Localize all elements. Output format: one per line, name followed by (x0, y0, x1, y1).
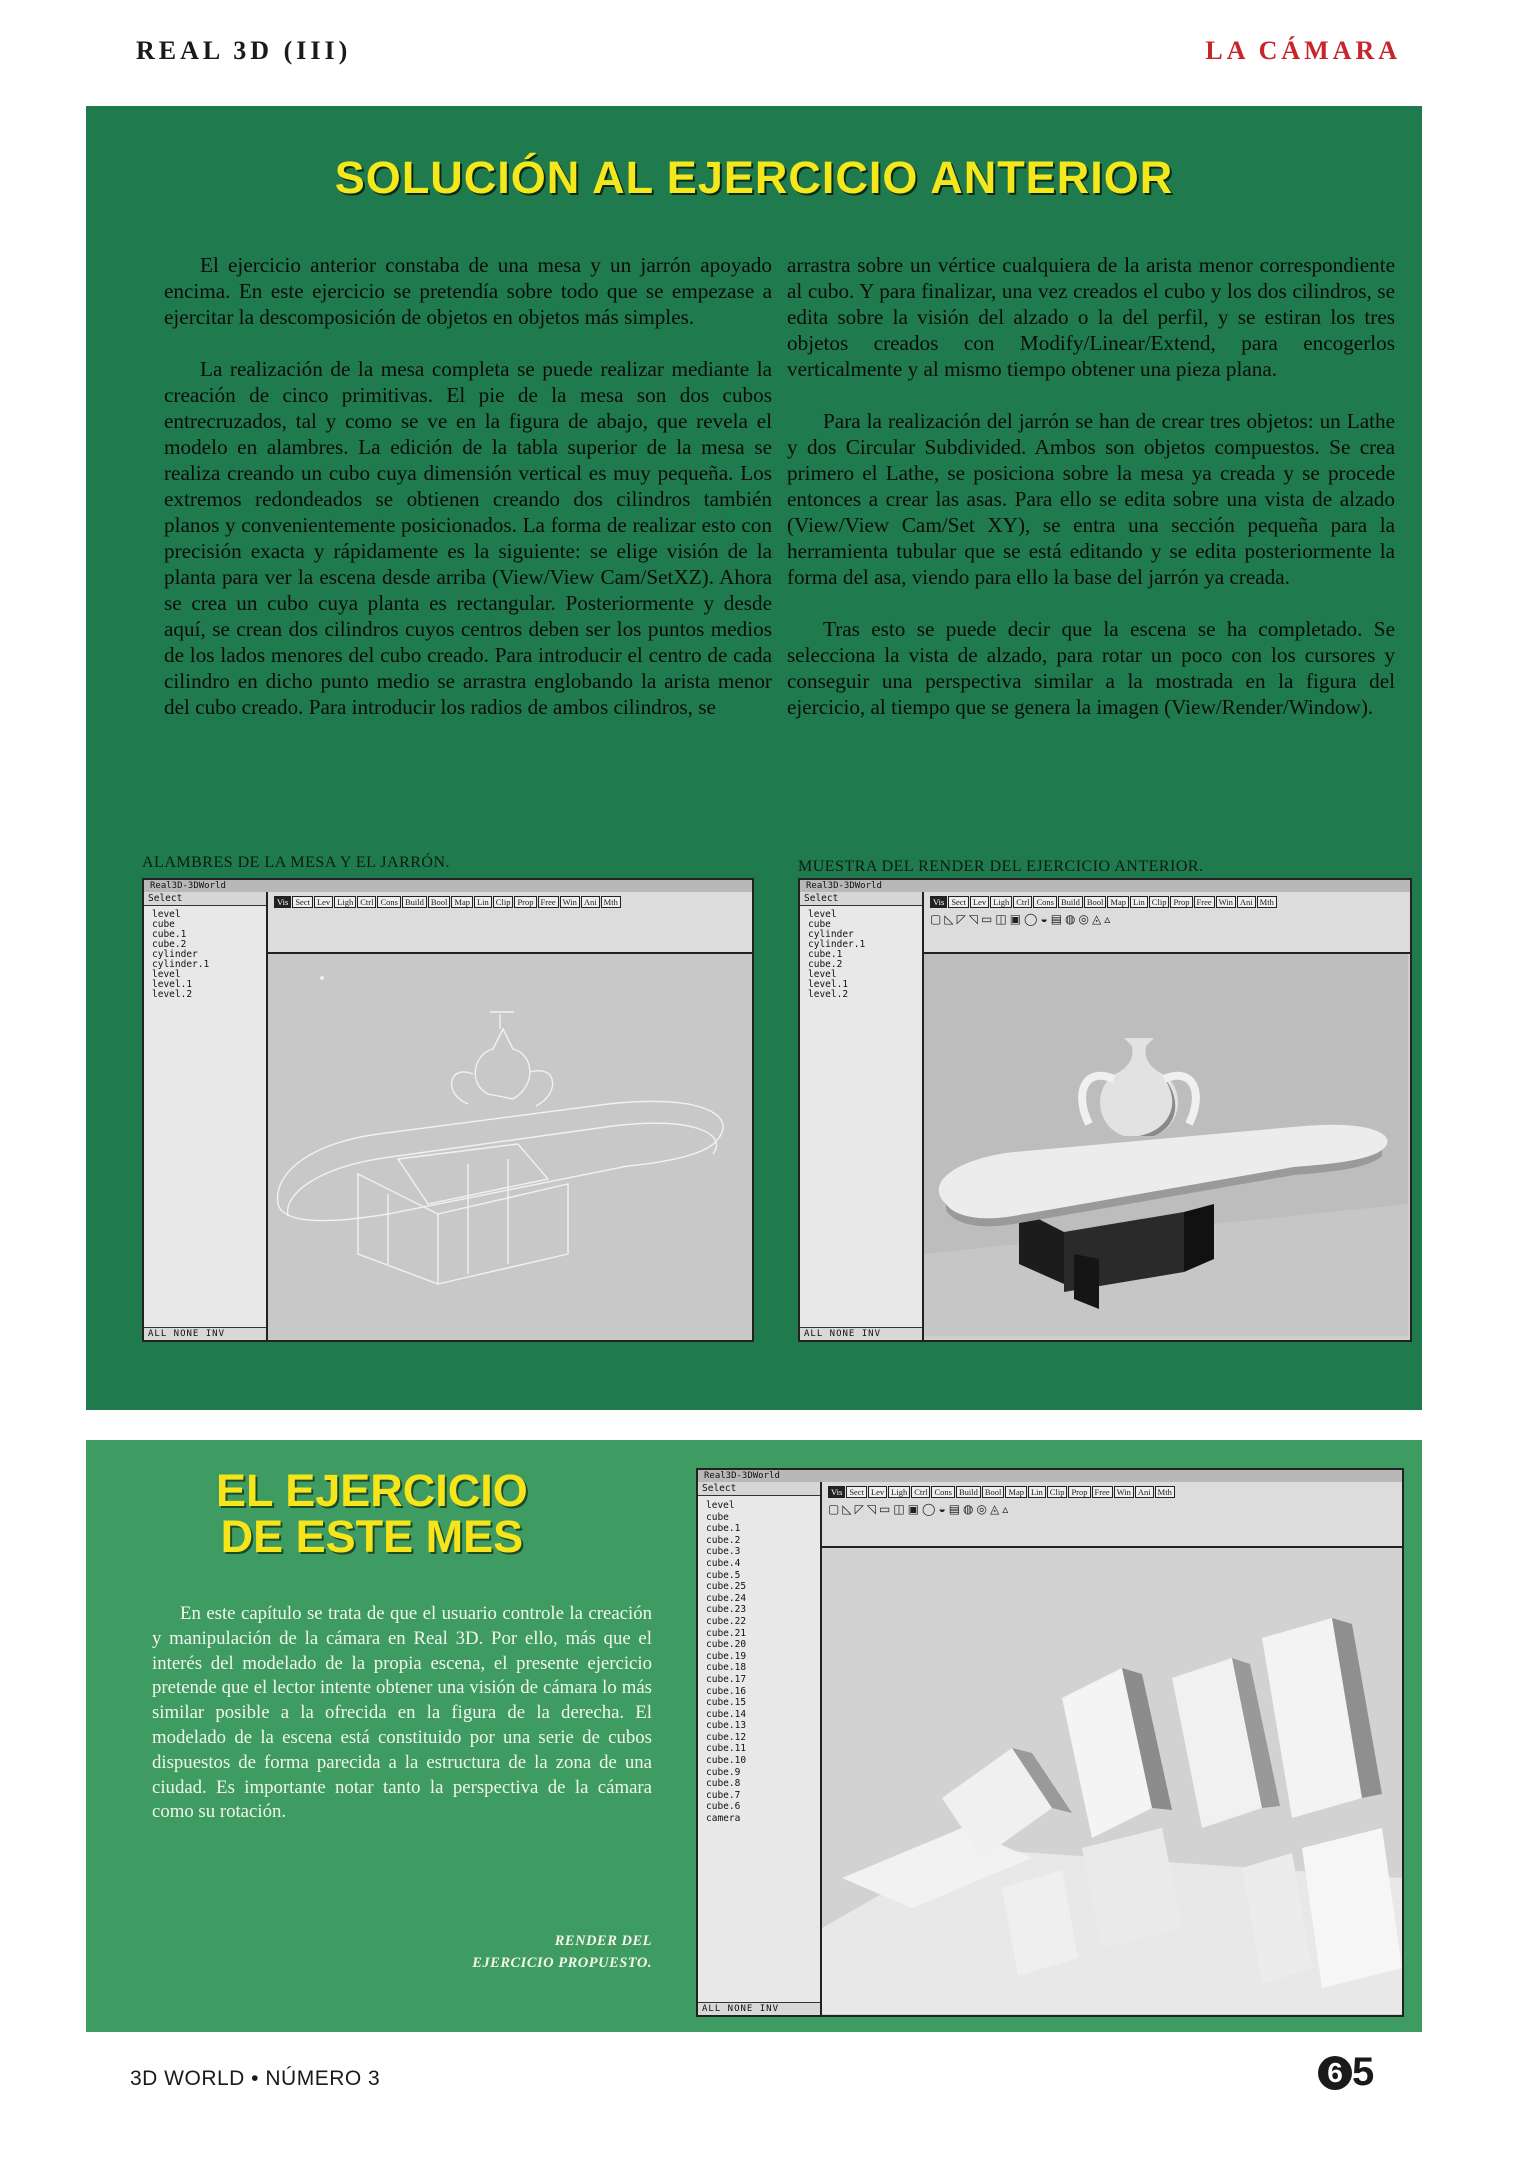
tab[interactable]: Vis (274, 896, 291, 908)
render-screenshot (798, 878, 1412, 1342)
window-titlebar: Real3D-3DWorld (698, 1470, 1402, 1483)
tab[interactable]: Free (1194, 896, 1215, 908)
list-item[interactable]: level (808, 969, 837, 980)
page-number (1318, 2050, 1374, 2095)
wireframe-screenshot (142, 878, 754, 1342)
solution-column-right (787, 252, 1395, 746)
paragraph: Tras esto se puede decir que la escena se ha completado. Se selecciona la vista de alzado, para rotar un poco con los cursores y conseguir una perspectiva similar a la mostrada en la figura del ejercicio, al tiempo que se genera la imagen (View/Render/Window). (787, 617, 1395, 719)
exercise-title-line: EL EJERCICIO (216, 1465, 528, 1516)
list-item[interactable]: level (808, 909, 837, 920)
tab[interactable]: Ani (1135, 1486, 1154, 1498)
list-item[interactable]: cube.8 (706, 1778, 741, 1790)
paragraph: La realización de la mesa completa se puede realizar mediante la creación de cinco primitivas. El pie de la mesa son dos cubos entrecruzados, tal y como se ve en la figura de abajo, que revela el modelo en alambres. La edición de la tabla superior de la mesa se realiza creando un cubo cuya dimensión vertical es muy pequeña. Los extremos redondeados se obtienen creando dos cilindros también planos y convenientemente posicionados. La forma de realizar esto con precisión exacta y rápidamente es la siguiente: se elige visión de la planta para ver la escena desde arriba (View/View Cam/SetXZ). Ahora se crea un cubo cuya planta es rectangular. Posteriormente y desde aquí, se crean dos cilindros cuyos centros deben ser los puntos medios de los lados menores del cubo creado. Para introducir el centro de cada cilindro en dicho punto medio se arrastra englobando la arista menor del cubo creado. Para introducir los radios de ambos cilindros, se (164, 357, 772, 719)
figure-caption-wireframe: ALAMBRES DE LA MESA Y EL JARRÓN. (142, 854, 451, 871)
list-item[interactable]: cube.23 (706, 1604, 747, 1616)
tab[interactable]: Mth (1257, 896, 1277, 908)
list-item[interactable]: cube.21 (706, 1627, 747, 1639)
toolbar (822, 1482, 1402, 1548)
list-item[interactable]: cube.19 (706, 1650, 747, 1662)
tab[interactable]: Cons (377, 896, 400, 908)
tab[interactable]: Lin (1028, 1486, 1046, 1498)
list-item[interactable]: cube (706, 1511, 729, 1523)
list-item[interactable]: cube.14 (706, 1708, 747, 1720)
toolbar-tabs (828, 1486, 1176, 1498)
tab[interactable]: Map (451, 896, 473, 908)
list-item[interactable]: cube (152, 919, 175, 930)
solution-panel (86, 106, 1422, 1410)
tab[interactable]: Clip (1047, 1486, 1068, 1498)
solution-column-left (164, 252, 772, 746)
tab[interactable]: Ligh (334, 896, 356, 908)
tab[interactable]: Lev (314, 896, 333, 908)
tab[interactable]: Vis (930, 896, 947, 908)
list-item[interactable]: level.1 (808, 979, 849, 990)
list-item[interactable]: cube.25 (706, 1581, 747, 1593)
rendered-table-vase-graphic (924, 954, 1408, 1336)
object-list (698, 1496, 820, 1825)
list-item[interactable]: cube.7 (706, 1789, 741, 1801)
exercise-title-line: DE ESTE MES (220, 1511, 524, 1562)
footer-magazine: 3D WORLD • NÚMERO 3 (130, 2067, 381, 2090)
toolbar-tabs (274, 896, 622, 908)
tab[interactable]: Sect (846, 1486, 867, 1498)
list-item[interactable]: cylinder.1 (152, 959, 210, 970)
list-item[interactable]: cube.22 (706, 1615, 747, 1627)
select-button[interactable]: Select (698, 1482, 820, 1496)
running-head-left: REAL 3D (III) (136, 36, 352, 65)
paragraph: Para la realización del jarrón se han de crear tres objetos: un Lathe y dos Circular Subdivided. Ambos son objetos compuestos. Se crea primero el Lathe, se posiciona sobre la mesa ya creada y se procede entonces a crear las asas. Para ello se edita sobre una vista de alzado (View/View Cam/Set XY), se entra una sección pequeña para la herramienta tubular que se está editando y se edita posteriormente la forma del asa, viendo para ello la base del jarrón ya creada. (787, 409, 1395, 589)
object-list (800, 906, 922, 1000)
select-button[interactable]: Select (144, 892, 266, 906)
tab[interactable]: Sect (292, 896, 313, 908)
list-item[interactable]: cube.1 (706, 1523, 741, 1535)
list-item[interactable]: cube.16 (706, 1685, 747, 1697)
list-item[interactable]: cube.2 (706, 1534, 741, 1546)
list-item[interactable]: cube.24 (706, 1592, 747, 1604)
city-render-viewport[interactable] (822, 1548, 1402, 2015)
toolbar (924, 892, 1410, 954)
tool-icons[interactable]: ▢◺◸◹▭◫▣◯◒▤◍◎◬▵ (828, 1502, 1012, 1516)
list-item[interactable]: cube.4 (706, 1557, 741, 1569)
selection-footer[interactable]: ALL NONE INV (698, 2002, 820, 2015)
list-item[interactable]: level (152, 909, 181, 920)
paragraph: El ejercicio anterior constaba de una mesa y un jarrón apoyado encima. En este ejercicio se pretendía sobre todo que se empezase a ejercitar la descomposición de objetos en objetos más simples. (164, 253, 772, 329)
tab[interactable]: Build (402, 896, 427, 908)
tab[interactable]: Free (1092, 1486, 1113, 1498)
running-head-right: LA CÁMARA (1205, 36, 1401, 65)
wireframe-viewport[interactable] (268, 954, 752, 1340)
figure-caption-exercise (346, 1930, 652, 1974)
tab[interactable]: Map (1005, 1486, 1027, 1498)
tool-icons[interactable]: ▢◺◸◹▭◫▣◯◒▤◍◎◬▵ (930, 912, 1114, 926)
tab[interactable]: Clip (1149, 896, 1170, 908)
list-item[interactable]: cube.18 (706, 1662, 747, 1674)
list-item[interactable]: cube.3 (706, 1546, 741, 1558)
page-digit: 5 (1352, 2050, 1375, 2094)
tab[interactable]: Lin (474, 896, 492, 908)
tab[interactable]: Map (1107, 896, 1129, 908)
caption-line: RENDER DEL (554, 1933, 652, 1949)
tab[interactable]: Cons (931, 1486, 954, 1498)
list-item[interactable]: cube.9 (706, 1766, 741, 1778)
list-item[interactable]: cube.2 (152, 939, 187, 950)
paragraph: arrastra sobre un vértice cualquiera de la arista menor correspondiente al cubo. Y para finalizar, una vez creados el cubo y los dos cilindros, se edita sobre la visión del alzado o la del perfil, y se estiran los tres objetos creados con Modify/Linear/Extend, para encogerlos verticalmente y al mismo tiempo obtener una pieza plana. (787, 253, 1395, 381)
tab[interactable]: Ctrl (357, 896, 376, 908)
list-item[interactable]: cylinder (808, 929, 854, 940)
solution-title: SOLUCIÓN AL EJERCICIO ANTERIOR (334, 152, 1174, 203)
list-item[interactable]: level.2 (808, 989, 849, 1000)
tab[interactable]: Bool (982, 1486, 1005, 1498)
tab[interactable]: Ctrl (1013, 896, 1032, 908)
tab[interactable]: Bool (428, 896, 451, 908)
exercise-screenshot (696, 1468, 1404, 2017)
list-item[interactable]: cube.20 (706, 1639, 747, 1651)
tab[interactable]: Cons (1033, 896, 1056, 908)
tab[interactable]: Ani (1237, 896, 1256, 908)
select-button[interactable]: Select (800, 892, 922, 906)
page-digit-ring: 6 (1318, 2056, 1352, 2090)
object-list-panel (144, 892, 268, 1340)
toolbar (268, 892, 752, 954)
tab[interactable]: Sect (948, 896, 969, 908)
list-item[interactable]: cylinder.1 (808, 939, 866, 950)
tab[interactable]: Ctrl (911, 1486, 930, 1498)
list-item[interactable]: level.2 (152, 989, 193, 1000)
object-list-panel (800, 892, 924, 1340)
tab[interactable]: Bool (1084, 896, 1107, 908)
list-item[interactable]: cube.11 (706, 1743, 747, 1755)
exercise-panel (86, 1440, 1422, 2032)
tab[interactable]: Build (956, 1486, 981, 1498)
render-viewport[interactable] (924, 954, 1410, 1340)
list-item[interactable]: level (152, 969, 181, 980)
list-item[interactable]: cube.1 (808, 949, 843, 960)
selection-footer[interactable]: ALL NONE INV (800, 1327, 922, 1340)
list-item[interactable]: cube.1 (152, 929, 187, 940)
tab[interactable]: Prop (514, 896, 536, 908)
list-item[interactable]: cube.15 (706, 1697, 747, 1709)
tab[interactable]: Build (1058, 896, 1083, 908)
window-titlebar: Real3D-3DWorld (144, 880, 752, 893)
tab[interactable]: Vis (828, 1486, 845, 1498)
wireframe-table-vase-graphic (268, 954, 750, 1336)
tab[interactable]: Free (538, 896, 559, 908)
window-titlebar: Real3D-3DWorld (800, 880, 1410, 893)
tab[interactable]: Win (1216, 896, 1236, 908)
list-item[interactable]: cube.12 (706, 1731, 747, 1743)
exercise-title (216, 1465, 528, 1562)
toolbar-tabs (930, 896, 1278, 908)
list-item[interactable]: cube (808, 919, 831, 930)
tab[interactable]: Prop (1170, 896, 1192, 908)
list-item[interactable]: cube.5 (706, 1569, 741, 1581)
rendered-city-blocks-graphic (822, 1548, 1402, 2014)
list-item[interactable]: cube.2 (808, 959, 843, 970)
tab[interactable]: Lev (970, 896, 989, 908)
paragraph: En este capítulo se trata de que el usuario controle la creación y manipulación de la cámara en Real 3D. Por ello, más que el interés del modelado de la propia escena, el presente ejercicio pretende que el lector intente obtener una visión de cámara lo más similar posible a la ofrecida en la figura de la derecha. El modelado de la escena está constituido por una serie de cubos dispuestos de forma parecida a la estructura de la zona de una ciudad. Es importante notar tanto la perspectiva de la cámara como su rotación. (152, 1603, 652, 1823)
tab[interactable]: Clip (493, 896, 514, 908)
object-list-panel (698, 1482, 822, 2015)
exercise-body (152, 1602, 652, 1825)
tab[interactable]: Win (1114, 1486, 1134, 1498)
list-item[interactable]: cube.17 (706, 1673, 747, 1685)
caption-line: EJERCICIO PROPUESTO. (472, 1955, 652, 1971)
list-item[interactable]: level (706, 1500, 735, 1511)
list-item[interactable]: cube.13 (706, 1720, 747, 1732)
tab[interactable]: Ligh (888, 1486, 910, 1498)
tab[interactable]: Mth (1155, 1486, 1175, 1498)
tab[interactable]: Lev (868, 1486, 887, 1498)
tab[interactable]: Ani (581, 896, 600, 908)
list-item[interactable]: camera (706, 1813, 741, 1825)
list-item[interactable]: cube.10 (706, 1755, 747, 1767)
tab[interactable]: Mth (601, 896, 621, 908)
tab[interactable]: Prop (1068, 1486, 1090, 1498)
object-list (144, 906, 266, 1000)
list-item[interactable]: cube.6 (706, 1801, 741, 1813)
figure-caption-render: MUESTRA DEL RENDER DEL EJERCICIO ANTERIOR. (798, 858, 1204, 875)
selection-footer[interactable]: ALL NONE INV (144, 1327, 266, 1340)
tab[interactable]: Lin (1130, 896, 1148, 908)
list-item[interactable]: level.1 (152, 979, 193, 990)
list-item[interactable]: cylinder (152, 949, 198, 960)
tab[interactable]: Win (560, 896, 580, 908)
tab[interactable]: Ligh (990, 896, 1012, 908)
